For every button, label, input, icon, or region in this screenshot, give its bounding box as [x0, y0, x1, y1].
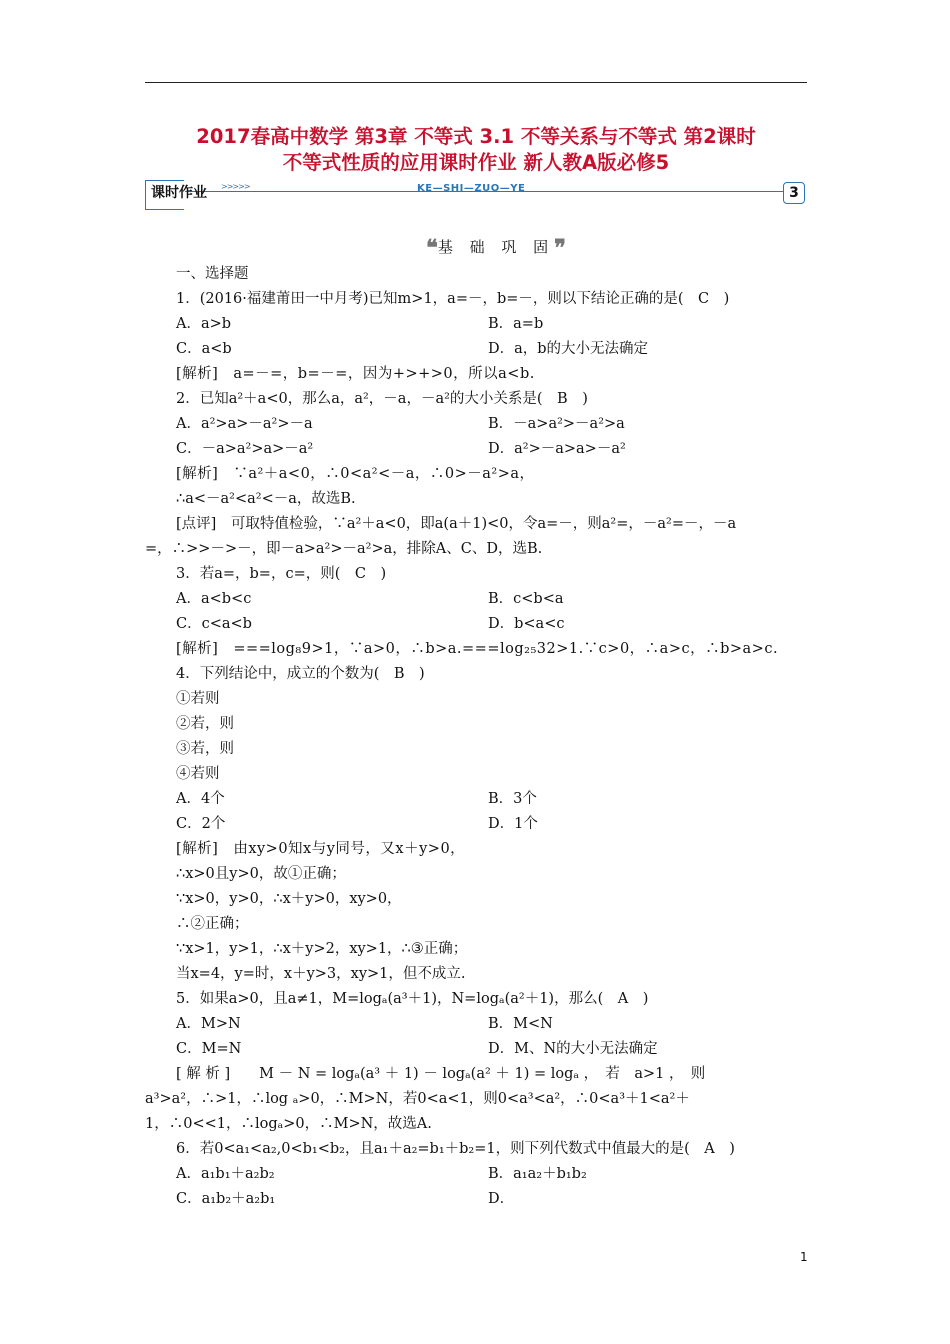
text-line: B．a=b — [488, 316, 544, 332]
banner-pinyin: KE—SHI—ZUO—YE — [417, 183, 526, 194]
text-line: C．2个 — [176, 816, 226, 832]
text-line: A．4个 — [176, 791, 225, 807]
text-line: ∴a<－a²<a²<－a，故选B. — [176, 491, 356, 507]
text-line: A．a>b — [176, 316, 232, 332]
text-line: [解析] a=－=，b=－=，因为+>+>0，所以a<b. — [176, 366, 535, 382]
text-line: ③若，则 — [176, 741, 234, 757]
banner-label: 课时作业 — [151, 185, 207, 201]
text-line: C．M=N — [176, 1041, 242, 1057]
text-line: C．a<b — [176, 341, 232, 357]
text-line: A．a₁b₁＋a₂b₂ — [176, 1166, 275, 1182]
text-line: 4．下列结论中，成立的个数为( B ) — [176, 666, 425, 682]
text-line: A．a<b<c — [176, 591, 252, 607]
text-line: A．a²>a>－a²>－a — [176, 416, 313, 432]
text-line: 1，∴0<<1，∴logₐ>0，∴M>N，故选A. — [145, 1116, 432, 1132]
text-line: B．3个 — [488, 791, 537, 807]
section-title: 基 础 巩 固 — [437, 238, 555, 256]
text-line: D．1个 — [488, 816, 538, 832]
section-heading — [426, 232, 566, 261]
text-line: B．a₁a₂＋b₁b₂ — [488, 1166, 587, 1182]
text-line: C．－a>a²>a>－a² — [176, 441, 314, 457]
homework-banner — [145, 180, 807, 210]
text-line: D．a²>－a>a>－a² — [488, 441, 626, 457]
text-line: 2．已知a²＋a<0，那么a，a²，－a，－a²的大小关系是( B ) — [176, 391, 588, 407]
text-line: [点评] 可取特值检验，∵a²＋a<0，即a(a＋1)<0，令a=－，则a²=，－a²=－，－a — [176, 516, 737, 532]
page-number: 1 — [800, 1250, 808, 1264]
text-line: ②若，则 — [176, 716, 234, 732]
text-line: ∵x>0，y>0，∴x＋y>0，xy>0， — [176, 891, 402, 907]
text-line: B．－a>a²>－a²>a — [488, 416, 625, 432]
text-line: ①若则 — [176, 691, 220, 707]
text-line: D．b<a<c — [488, 616, 565, 632]
banner-arrows: >>>>> — [221, 182, 250, 191]
title-line-1: 2017春高中数学 第3章 不等式 3.1 不等关系与不等式 第2课时 — [196, 125, 756, 148]
quote-close-icon: ❞ — [554, 235, 566, 261]
text-line: [解析] ===log₈9>1，∵a>0，∴b>a.===log₂₅32>1.∵c>0，∴a>c，∴b>a>c. — [176, 641, 779, 657]
text-line: 一、选择题 — [176, 266, 249, 282]
text-line: ∴②正确； — [176, 916, 249, 932]
banner-number: 3 — [783, 182, 805, 204]
text-line: [解析] ∵a²＋a<0，∴0<a²<－a，∴0>－a²>a， — [176, 466, 535, 482]
text-line: 3．若a=，b=，c=，则( C ) — [176, 566, 387, 582]
text-line: =，∴>>－>－，即－a>a²>－a²>a，排除A、C、D，选B. — [145, 541, 543, 557]
text-line: 1．(2016·福建莆田一中月考)已知m>1，a=－，b=－，则以下结论正确的是( C ) — [176, 291, 730, 307]
title-line-2: 不等式性质的应用课时作业 新人教A版必修5 — [282, 151, 670, 174]
text-line: 6．若0<a₁<a₂,0<b₁<b₂，且a₁＋a₂=b₁＋b₂=1，则下列代数式中值最大的是( A ) — [176, 1141, 735, 1157]
text-line: 当x=4，y=时，x＋y>3，xy>1，但不成立. — [176, 966, 466, 982]
text-line: C．a₁b₂＋a₂b₁ — [176, 1191, 276, 1207]
text-line: 5．如果a>0，且a≠1，M=logₐ(a³＋1)，N=logₐ(a²＋1)，那么( A ) — [176, 991, 649, 1007]
document-title — [120, 124, 832, 176]
text-line: A．M>N — [176, 1016, 241, 1032]
text-line: [ 解 析 ] M － N = logₐ(a³ ＋ 1) － logₐ(a² ＋ 1) = logₐ ， 若 a>1 ， 则 — [176, 1066, 706, 1082]
text-line: ④若则 — [176, 766, 220, 782]
text-line: [解析] 由xy>0知x与y同号，又x＋y>0， — [176, 841, 466, 857]
text-line: D．M、N的大小无法确定 — [488, 1041, 658, 1057]
header-rule — [145, 82, 807, 83]
quote-open-icon: ❝ — [426, 235, 438, 261]
text-line: ∵x>1，y>1，∴x＋y>2，xy>1，∴③正确； — [176, 941, 468, 957]
text-line: B．M<N — [488, 1016, 553, 1032]
text-line: C．c<a<b — [176, 616, 252, 632]
text-line: B．c<b<a — [488, 591, 564, 607]
text-line: a³>a²，∴>1，∴log ₐ>0，∴M>N，若0<a<1，则0<a³<a²，∴0<a³＋1<a²＋ — [145, 1091, 690, 1107]
text-line: D． — [488, 1191, 515, 1207]
text-line: ∴x>0且y>0，故①正确； — [176, 866, 346, 882]
text-line: D．a，b的大小无法确定 — [488, 341, 649, 357]
